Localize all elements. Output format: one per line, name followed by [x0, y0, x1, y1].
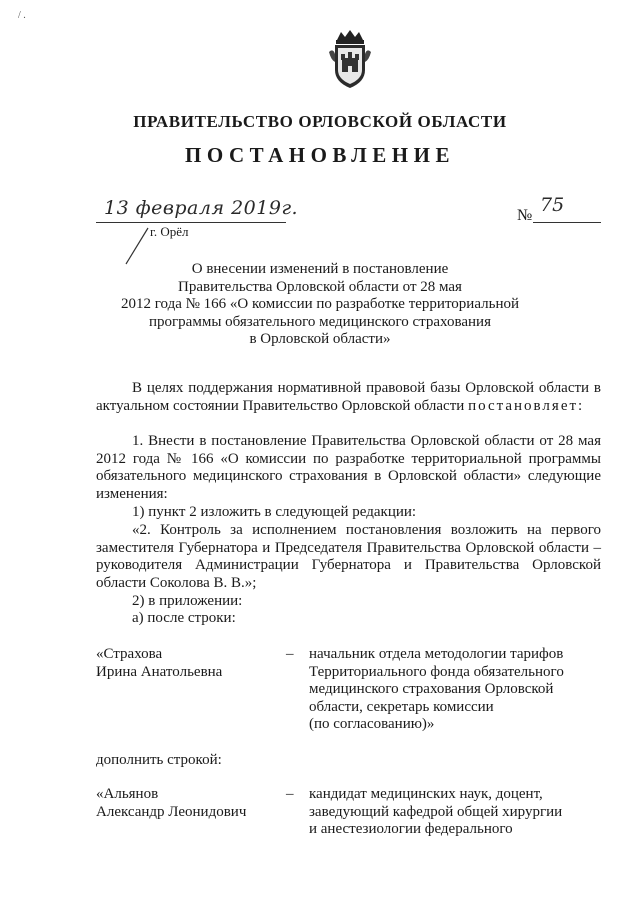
member-dash: – — [286, 646, 294, 662]
title-line: 2012 года № 166 «О комиссии по разработке территориальной — [120, 296, 520, 312]
member-name — [96, 646, 276, 681]
handwritten-slash — [122, 226, 152, 266]
position-line: заведующий кафедрой общей хирургии — [309, 803, 563, 820]
member-position — [309, 786, 599, 839]
number-underline — [533, 222, 601, 223]
subitem-1: 1) пункт 2 изложить в следующей редакции: — [132, 504, 417, 520]
government-name: ПРАВИТЕЛЬСТВО ОРЛОВСКОЙ ОБЛАСТИ — [133, 112, 507, 131]
margin-marks: / . — [18, 10, 26, 21]
member-name — [96, 786, 276, 821]
title-line: Правительства Орловской области от 28 мая — [178, 278, 462, 295]
position-line: (по согласованию)» — [309, 716, 435, 733]
city: г. Орёл — [150, 224, 189, 239]
member-position — [309, 646, 599, 734]
member-given-names: Ирина Анатольевна — [96, 663, 223, 680]
position-line: области, секретарь комиссии — [309, 698, 494, 715]
document-type: ПОСТАНОВЛЕНИЕ — [185, 143, 455, 167]
position-line: начальник отдела методологии тарифов — [309, 646, 564, 662]
number-label: № — [517, 207, 533, 224]
quoted-paragraph: «2. Контроль за исполнением постановления возложить на первого заместителя Губернатора и Председателя Правительства Орловской области – руководителя Администрации Губернатора и Правительства Орловской области Соколова В. В.»; — [96, 522, 601, 591]
title-line: в Орловской области» — [249, 331, 391, 347]
intro-text: В целях поддержания нормативной правовой базы Орловской области в актуальном состоянии Правительство Орловской области — [96, 380, 601, 414]
add-line-text: дополнить строкой: — [96, 752, 222, 768]
member-row — [96, 786, 601, 846]
coat-of-arms-icon — [325, 28, 375, 90]
member-surname: «Альянов — [96, 786, 159, 802]
position-line: и анестезиологии федерального — [309, 821, 513, 838]
member-row — [96, 646, 601, 738]
member-given-names: Александр Леонидович — [96, 803, 247, 820]
decree-date: 13 февраля 2019г. — [104, 197, 299, 219]
date-underline — [96, 222, 286, 223]
position-line: Территориального фонда обязательного — [309, 663, 564, 680]
title-line: программы обязательного медицинского страхования — [149, 313, 491, 330]
item-1-paragraph: 1. Внести в постановление Правительства Орловской области от 28 мая 2012 года № 166 «О комиссии по разработке территориальной программы обязательного медицинского страхования в Орловской области» следующие изменения: — [96, 433, 601, 502]
subitem-2a: а) после строки: — [132, 610, 236, 626]
member-surname: «Страхова — [96, 646, 163, 662]
position-line: медицинского страхования Орловской — [309, 681, 554, 698]
intro-paragraph — [96, 380, 601, 415]
subitem-2: 2) в приложении: — [132, 593, 243, 609]
decree-word: постановляет: — [468, 397, 585, 414]
decree-number: 75 — [540, 194, 565, 216]
position-line: кандидат медицинских наук, доцент, — [309, 786, 543, 802]
member-dash: – — [286, 786, 294, 802]
decree-title — [110, 261, 530, 349]
title-line: О внесении изменений в постановление — [191, 261, 449, 277]
